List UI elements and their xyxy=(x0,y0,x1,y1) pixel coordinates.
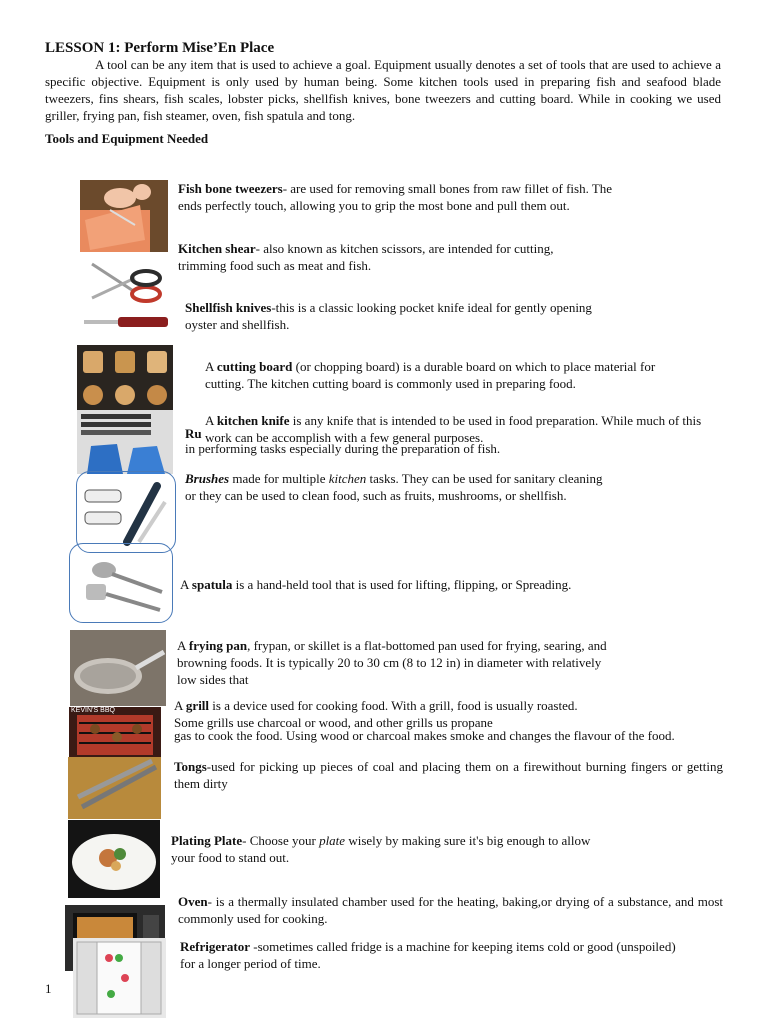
desc-frying-pan: , frypan, or skillet is a flat-bottomed pan used for frying, searing, and browning foods. It is typically 20 to 30 cm (8 to 12 in) in diameter with relatively low sides that xyxy=(177,638,607,687)
item-spatula xyxy=(180,576,580,593)
overlap-fragment: Ru xyxy=(185,426,202,441)
desc-grill: is a device used for cooking food. With a grill, food is usually roasted. Some grills use charcoal or wood, and other grills us propane xyxy=(174,698,578,730)
item-kitchen-shear xyxy=(178,240,568,274)
pre-cutting-board: A xyxy=(205,359,217,374)
desc-plate-b: wisely by making sure it's big enough to allow your food to stand out. xyxy=(171,833,591,865)
term-spatula: spatula xyxy=(191,577,233,592)
item-tongs xyxy=(174,758,723,792)
kitchen-shear-photo xyxy=(80,258,172,310)
desc-oven: - is a thermally insulated chamber used for the heating, baking,or drying of a substance, and most commonly used for cooking. xyxy=(178,894,723,926)
term-grill: grill xyxy=(185,698,210,713)
desc-cutting-board: (or chopping board) is a durable board on which to place material for cutting. The kitchen cutting board is commonly used in preparing food. xyxy=(205,359,656,391)
term-fish-bone-tweezers: Fish bone tweezers xyxy=(178,181,283,196)
pre-grill: A xyxy=(174,698,186,713)
pre-spatula: A xyxy=(180,577,192,592)
desc-kitchen-shear: - also known as kitchen scissors, are intended for cutting, trimming food such as meat and fish. xyxy=(178,241,554,273)
item-brushes xyxy=(185,470,605,504)
term-plating-plate: Plating Plate xyxy=(171,833,243,848)
grill-line2: gas to cook the food. Using wood or charcoal makes smoke and changes the flavour of the food. xyxy=(174,728,675,743)
fish-bone-tweezers-photo xyxy=(80,180,168,252)
desc-shellfish-knives: -this is a classic looking pocket knife ideal for gently opening oyster and shellfish. xyxy=(185,300,592,332)
term-brushes: Brushes xyxy=(185,471,230,486)
term-frying-pan: frying pan xyxy=(188,638,248,653)
shellfish-knife-photo xyxy=(80,312,172,332)
intro-paragraph: A tool can be any item that is used to achieve a goal. Equipment usually denotes a set of tools that are used to achieve a specific objective. Equipment is only used by human being. Some kitchen tools used in preparing fish and seafood blade tweezers, fins shears, fish scales, lobster picks, shellfish knives, bone tweezers and cutting board. While in cooking we used griller, frying pan, fish steamer, oven, fish spatula and tong. xyxy=(45,57,721,123)
item-refrigerator xyxy=(180,938,690,972)
plating-plate-photo xyxy=(68,820,160,898)
desc-brushes-b: tasks. They can be used for sanitary cleaning or they can be used to clean food, such as fruits, mushrooms, or shellfish. xyxy=(185,471,603,503)
desc-fish-bone-tweezers: - are used for removing small bones from raw fillet of fish. The ends perfectly touch, allowing you to grip the most bone and pull them out. xyxy=(178,181,613,213)
desc-refrigerator: -sometimes called fridge is a machine for keeping items cold or good (unspoiled) for a longer period of time. xyxy=(180,939,676,971)
cutting-board-photo xyxy=(77,345,173,415)
desc-spatula: is a hand-held tool that is used for lifting, flipping, or Spreading. xyxy=(232,577,572,592)
item-grill xyxy=(174,697,604,731)
kitchen-knife-line2: in performing tasks especially during the preparation of fish. xyxy=(185,441,501,456)
desc-plate-a: - Choose your xyxy=(242,833,320,848)
desc-kitchen-knife: is any knife that is intended to be used in food preparation. While much of this work can be accomplish with a few general purposes. xyxy=(205,413,702,445)
spatula-photo-frame xyxy=(69,543,173,623)
term-kitchen-shear: Kitchen shear xyxy=(178,241,256,256)
tongs-photo xyxy=(68,757,161,819)
term-refrigerator: Refrigerator xyxy=(180,939,251,954)
term-oven: Oven xyxy=(178,894,208,909)
item-frying-pan xyxy=(177,637,607,688)
item-shellfish-knives xyxy=(185,299,615,333)
term-cutting-board: cutting board xyxy=(216,359,293,374)
pre-kitchen-knife: A xyxy=(205,413,217,428)
section-heading: Tools and Equipment Needed xyxy=(45,131,209,146)
refrigerator-photo xyxy=(73,938,166,1018)
frying-pan-photo xyxy=(70,630,166,706)
grill-photo xyxy=(69,707,161,759)
pre-frying-pan: A xyxy=(177,638,189,653)
brushes-photo-frame xyxy=(76,471,176,553)
desc-plate-em: plate xyxy=(319,833,346,848)
term-shellfish-knives: Shellfish knives xyxy=(185,300,272,315)
term-tongs: Tongs xyxy=(174,759,207,774)
item-fish-bone-tweezers xyxy=(178,180,623,214)
item-oven xyxy=(178,893,723,927)
desc-tongs: -used for picking up pieces of coal and placing them on a firewithout burning fingers or getting them dirty xyxy=(174,759,723,791)
lesson-title: LESSON 1: Perform Mise’En Place xyxy=(45,40,275,56)
grill-photo-caption: KEVIN’S BBQ xyxy=(71,707,115,714)
item-cutting-board xyxy=(205,358,680,392)
page-number: 1 xyxy=(45,981,52,996)
term-kitchen-knife: kitchen knife xyxy=(216,413,290,428)
desc-brushes-a: made for multiple xyxy=(229,471,329,486)
item-plating-plate xyxy=(171,832,611,866)
desc-brushes-em: kitchen xyxy=(328,471,367,486)
kitchen-knife-gloves-photo xyxy=(77,410,173,474)
